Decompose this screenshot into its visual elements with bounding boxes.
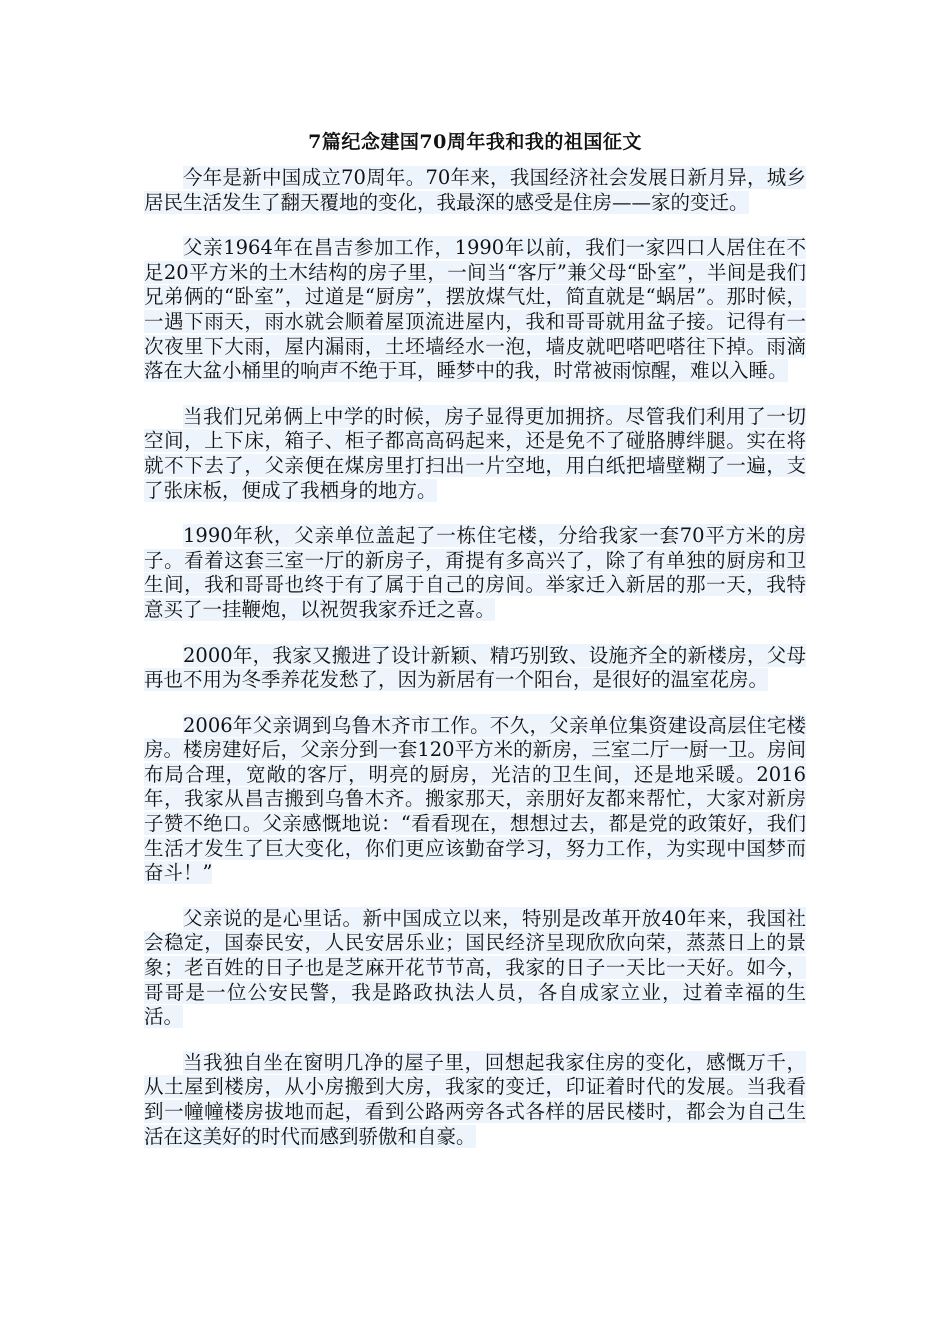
document-page xyxy=(144,126,806,1170)
paragraph-text: 今年是新中国成立70周年。70年来，我国经济社会发展日新月异，城乡居民生活发生了翻天覆地的变化，我最深的感受是住房——家的变迁。 xyxy=(144,166,806,214)
paragraph-3 xyxy=(144,405,806,503)
paragraph-text: 父亲说的是心里话。新中国成立以来，特别是改革开放40年来，我国社会稳定，国泰民安，人民安居乐业；国民经济呈现欣欣向荣，蒸蒸日上的景象；老百姓的日子也是芝麻开花节节高，我家的日子一天比一天好。如今，哥哥是一位公安民警，我是路政执法人员，各自成家立业，过着幸福的生活。 xyxy=(144,906,806,1029)
paragraph-1 xyxy=(144,166,806,215)
document-title: 7篇纪念建国70周年我和我的祖国征文 xyxy=(308,131,642,153)
paragraph-7 xyxy=(144,907,806,1030)
paragraph-5 xyxy=(144,644,806,693)
paragraph-6 xyxy=(144,714,806,886)
paragraph-4 xyxy=(144,524,806,622)
paragraph-2 xyxy=(144,236,806,384)
paragraph-text: 1990年秋，父亲单位盖起了一栋住宅楼，分给我家一套70平方米的房子。看着这套三室一厅的新房子，甭提有多高兴了，除了有单独的厨房和卫生间，我和哥哥也终于有了属于自己的房间。举家迁入新居的那一天，我特意买了一挂鞭炮，以祝贺我家乔迁之喜。 xyxy=(144,524,806,621)
paragraph-text: 父亲1964年在昌吉参加工作，1990年以前，我们一家四口人居住在不足20平方米的土木结构的房子里，一间当“客厅”兼父母“卧室”，半间是我们兄弟俩的“卧室”，过道是“厨房”，摆放煤气灶，简直就是“蜗居”。那时候，一遇下雨天，雨水就会顺着屋顶流进屋内，我和哥哥就用盆子接。记得有一次夜里下大雨，屋内漏雨，土坯墙经水一泡，墙皮就吧嗒吧嗒往下掉。雨滴落在大盆小桶里的响声不绝于耳，睡梦中的我，时常被雨惊醒，难以入睡。 xyxy=(144,236,806,383)
paragraph-8 xyxy=(144,1051,806,1149)
paragraph-text: 2000年，我家又搬进了设计新颖、精巧别致、设施齐全的新楼房，父母再也不用为冬季养花发愁了，因为新居有一个阳台，是很好的温室花房。 xyxy=(144,643,806,692)
paragraph-text: 当我独自坐在窗明几净的屋子里，回想起我家住房的变化，感慨万千，从土屋到楼房，从小房搬到大房，我家的变迁，印证着时代的发展。当我看到一幢幢楼房拔地而起，看到公路两旁各式各样的居民楼时，都会为自己生活在这美好的时代而感到骄傲和自豪。 xyxy=(144,1050,806,1148)
paragraph-text: 2006年父亲调到乌鲁木齐市工作。不久，父亲单位集资建设高层住宅楼房。楼房建好后，父亲分到一套120平方米的新房，三室二厅一厨一卫。房间布局合理，宽敞的客厅，明亮的厨房，光洁的卫生间，还是地采暖。2016年，我家从昌吉搬到乌鲁木齐。搬家那天，亲朋好友都来帮忙，大家对新房子赞不绝口。父亲感慨地说：“看看现在，想想过去，都是党的政策好，我们生活才发生了巨大变化，你们更应该勤奋学习，努力工作，为实现中国梦而奋斗！” xyxy=(144,713,806,885)
paragraph-text: 当我们兄弟俩上中学的时候，房子显得更加拥挤。尽管我们利用了一切空间，上下床，箱子、柜子都高高码起来，还是免不了碰胳膊绊腿。实在将就不下去了，父亲便在煤房里打扫出一片空地，用白纸把墙壁糊了一遍，支了张床板，便成了我栖身的地方。 xyxy=(144,404,806,502)
